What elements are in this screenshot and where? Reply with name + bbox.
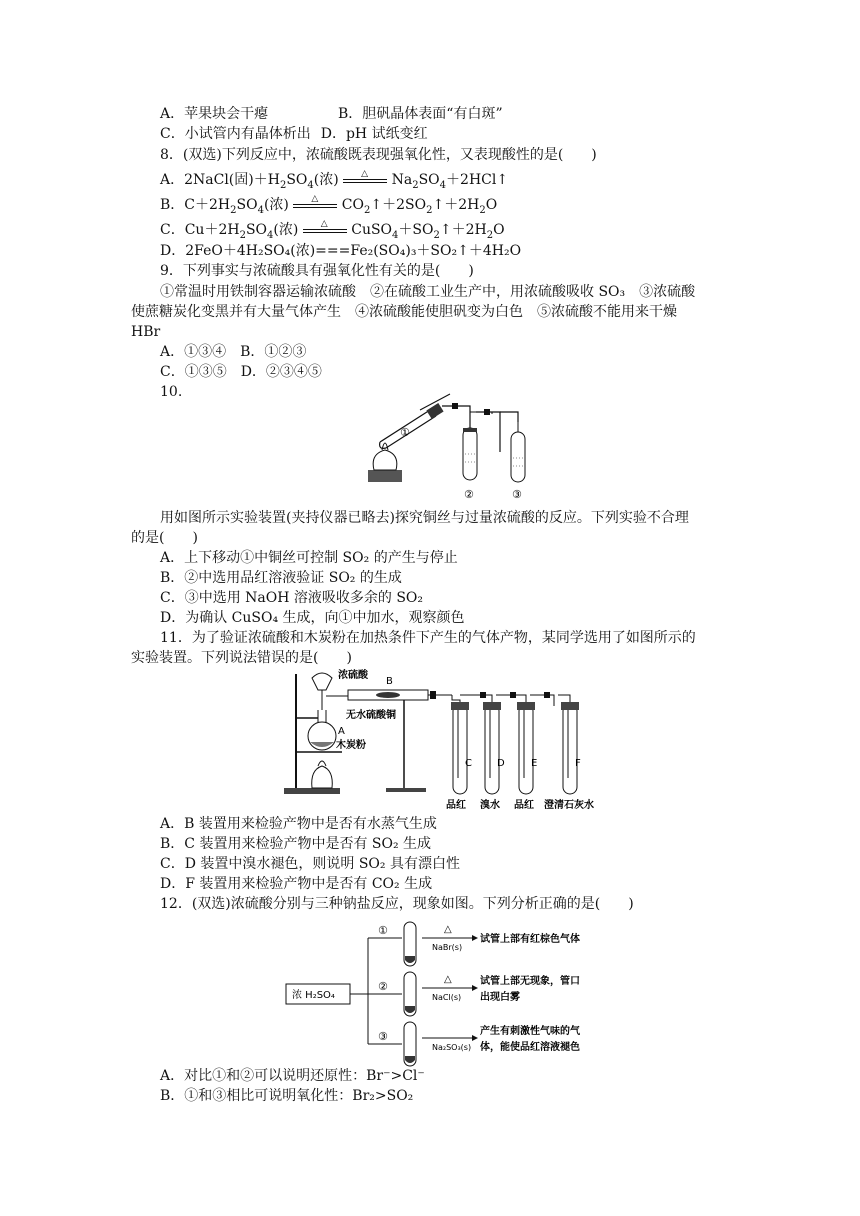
heat-equal-sign: △: [343, 173, 387, 187]
q10-option-d: D．为确认 CuSO₄ 生成，向①中加水，观察颜色: [160, 610, 465, 626]
q9-options-cd: C．①③⑤ D．②③④⑤: [160, 364, 322, 380]
num-2: ②: [378, 980, 388, 993]
salt-1: NaBr(s): [432, 943, 463, 952]
bottom-label-3: 品红: [514, 800, 534, 811]
tube-e: [517, 702, 538, 794]
q7-option-d: D．pH 试纸变红: [320, 126, 428, 142]
tube-c: [451, 702, 469, 794]
q9-line3: HBr: [131, 324, 161, 340]
result-1: 试管上部有红棕色气体: [480, 934, 580, 945]
label-b: B: [386, 676, 393, 687]
label-d: D: [497, 758, 505, 769]
label-a: A: [338, 726, 345, 737]
q8-stem: 8．(双选)下列反应中，浓硫酸既表现强氧化性，又表现酸性的是( ): [160, 147, 597, 163]
label-3: ③: [512, 488, 522, 501]
svg-text:△: △: [444, 924, 452, 935]
label-e: E: [531, 758, 538, 769]
q11-apparatus-figure: [282, 666, 612, 812]
heat-equal-sign: △: [303, 223, 347, 237]
q9-stem: 9．下列事实与浓硫酸具有强氧化性有关的是( ): [160, 263, 474, 279]
heat-equal-sign: △: [293, 198, 337, 212]
result-2b: 出现白雾: [480, 992, 520, 1003]
test-tube-3: [511, 432, 525, 482]
acid-box-label: 浓 H₂SO₄: [292, 990, 335, 1001]
label-cuso4: 无水硫酸铜: [346, 710, 396, 721]
q8-option-c: C．$Cu+2H_2SO_4$(浓) △ $CuSO_4+SO_2↑+2H_2O$: [160, 219, 505, 241]
num-1: ①: [378, 924, 388, 937]
q7-options-row2: [160, 124, 428, 144]
tube-f: [561, 702, 579, 794]
q12-option-a: A．对比①和②可以说明还原性：Br⁻>Cl⁻: [160, 1068, 425, 1084]
bottom-label-1: 品红: [446, 800, 466, 811]
label-carbon: 木炭粉: [336, 740, 366, 751]
label-f: F: [575, 758, 581, 769]
q7-option-a: A．苹果块会干瘪: [160, 106, 269, 122]
result-2a: 试管上部无现象，管口: [480, 976, 580, 987]
q10-stem-line2: 的是( ): [131, 530, 198, 546]
bottom-label-4: 澄清石灰水: [544, 800, 594, 811]
q11-stem-line1: 11．为了验证浓硫酸和木炭粉在加热条件下产生的气体产物，某同学选用了如图所示的: [160, 630, 696, 646]
salt-2: NaCl(s): [432, 993, 462, 1002]
q7-option-b: B．胆矾晶体表面“有白斑”: [338, 106, 503, 122]
q10-number: 10.: [160, 384, 183, 400]
q9-line1: ①常温时用铁制容器运输浓硫酸 ②在硫酸工业生产中，用浓硫酸吸收 SO₃ ③浓硫酸: [160, 284, 696, 300]
q7-options-row1: [160, 104, 503, 124]
q9-line2: 使蔗糖炭化变黑并有大量气体产生 ④浓硫酸能使胆矾变为白色 ⑤浓硫酸不能用来干燥: [131, 304, 677, 320]
num-3: ③: [378, 1030, 388, 1043]
result-3b: 体，能使品红溶液褪色: [480, 1042, 580, 1053]
q11-option-b: B．C 装置用来检验产物中是否有 SO₂ 生成: [160, 836, 432, 852]
bottom-label-2: 溴水: [480, 800, 500, 811]
q9-options-ab: A．①③④ B．①②③: [160, 344, 307, 360]
svg-text:△: △: [444, 974, 452, 985]
q8-option-d: D．2FeO＋4H₂SO₄(浓)===Fe₂(SO₄)₃＋SO₂↑＋4H₂O: [160, 243, 522, 259]
q11-stem-line2: 实验装置。下列说法错误的是( ): [131, 650, 352, 666]
label-c: C: [465, 758, 472, 769]
q10-stem-line1: 用如图所示实验装置(夹持仪器已略去)探究铜丝与过量浓硫酸的反应。下列实验不合理: [160, 510, 689, 526]
label-2: ②: [464, 488, 474, 501]
q10-apparatus-figure: [360, 392, 540, 504]
q10-option-c: C．③中选用 NaOH 溶液吸收多余的 SO₂: [160, 590, 424, 606]
q10-option-b: B．②中选用品红溶液验证 SO₂ 的生成: [160, 570, 402, 586]
q12-option-b: B．①和③相比可说明氧化性：Br₂>SO₂: [160, 1088, 414, 1104]
q12-reaction-figure: [284, 918, 624, 1068]
alcohol-lamp: [373, 450, 397, 470]
q12-stem: 12．(双选)浓硫酸分别与三种钠盐反应，现象如图。下列分析正确的是( ): [160, 896, 634, 912]
q11-option-d: D．F 装置用来检验产物中是否有 CO₂ 生成: [160, 876, 433, 892]
salt-3: Na₂SO₃(s): [432, 1043, 472, 1052]
label-acid: 浓硫酸: [338, 670, 368, 681]
q11-option-c: C．D 装置中溴水褪色，则说明 SO₂ 具有漂白性: [160, 856, 460, 872]
q10-option-a: A．上下移动①中铜丝可控制 SO₂ 的产生与停止: [160, 550, 458, 566]
tube-d: [483, 702, 501, 794]
q8-option-a: A．2NaCl(固)$+H_2SO_4$(浓) △ $Na_2SO_4+2HCl↑$: [160, 169, 509, 191]
label-1: ①: [400, 426, 410, 439]
q11-option-a: A．B 装置用来检验产物中是否有水蒸气生成: [160, 816, 437, 832]
q8-option-b: B．$C+2H_2SO_4$(浓) △ $CO_2↑+2SO_2↑+2H_2O$: [160, 194, 498, 216]
result-3a: 产生有刺激性气味的气: [480, 1026, 580, 1037]
burner-base: [368, 470, 402, 482]
q7-option-c: C．小试管内有晶体析出: [160, 126, 311, 142]
